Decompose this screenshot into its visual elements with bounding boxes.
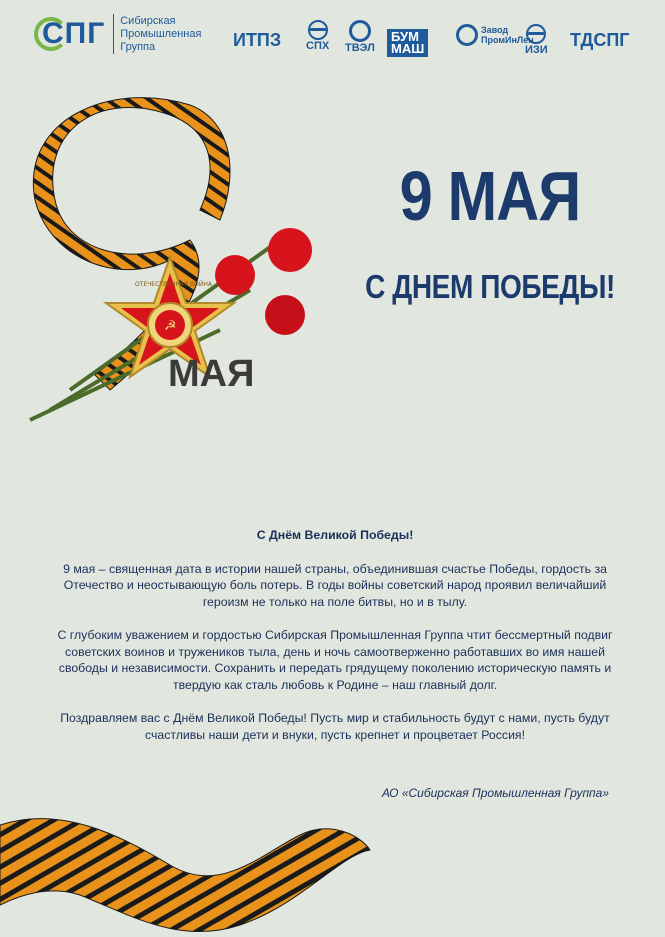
globe-icon — [308, 20, 328, 40]
ring-icon — [349, 20, 371, 42]
izi-logo: ИЗИ — [525, 24, 548, 56]
itpz-logo: ИТПЗ — [233, 30, 282, 50]
order-text: ОТЕЧЕСТВЕННАЯ ВОЙНА — [135, 281, 212, 288]
logo-line: Группа — [120, 40, 156, 53]
header — [0, 0, 665, 80]
logo-line: Сибирская — [120, 14, 176, 27]
zavod-logo: Завод ПромИнЛен — [456, 24, 534, 46]
letter-signature: АО «Сибирская Промышленная Группа» — [381, 786, 609, 800]
title-sub: С ДНЕМ ПОБЕДЫ! — [365, 268, 615, 305]
bummash-logo: БУМ МАШ — [387, 29, 428, 57]
logo-divider — [113, 14, 114, 54]
carnation-flower — [215, 255, 255, 295]
st-george-ribbon — [0, 795, 380, 937]
carnation-flower — [268, 228, 312, 272]
victory-emblem — [20, 90, 320, 430]
letter-paragraph: 9 мая – священная дата в истории нашей страны, объединившая счастье Победы, гордость за Отечество и неостывающую боль потерь. В годы войны советский народ проявил величайший героизм не только на поле битвы, но и в тылу. — [63, 561, 607, 609]
spg-logo-text — [120, 15, 201, 54]
tdspg-logo: ТДСПГ — [570, 30, 630, 50]
logo-line: Промышленная — [120, 27, 202, 40]
letter-greeting: С Днём Великой Победы! — [256, 528, 414, 542]
letter-paragraph: С глубоким уважением и гордостью Сибирская Промышленная Группа чтит бессмертный подвиг советских воинов и тружеников тыла, день и ночь самоотверженно работавших во имя нашей свободы и независимости. Сохранить и передать грядущему поколению историческую память и твердую как сталь любовь к Родине – наш главный долг. — [57, 628, 613, 692]
title-main: 9 МАЯ — [399, 157, 581, 235]
letter-paragraph: Поздравляем вас с Днём Великой Победы! Пусть мир и стабильность будут с нами, пусть будут счастливы наши дети и внуки, пусть крепнет и процветает Россия! — [60, 711, 610, 742]
tvel-logo: ТВЭЛ — [345, 20, 375, 54]
swirl-icon — [456, 24, 478, 46]
sph-logo: СПХ — [306, 20, 329, 52]
globe-icon — [526, 24, 546, 44]
spg-logo — [38, 14, 201, 54]
spg-logo-mark: СПГ — [38, 17, 105, 51]
svg-text:☭: ☭ — [164, 318, 177, 334]
carnation-flower — [265, 295, 305, 335]
may-word: МАЯ — [168, 353, 255, 395]
letter-body — [50, 527, 620, 760]
spg-arc-icon — [34, 17, 68, 51]
